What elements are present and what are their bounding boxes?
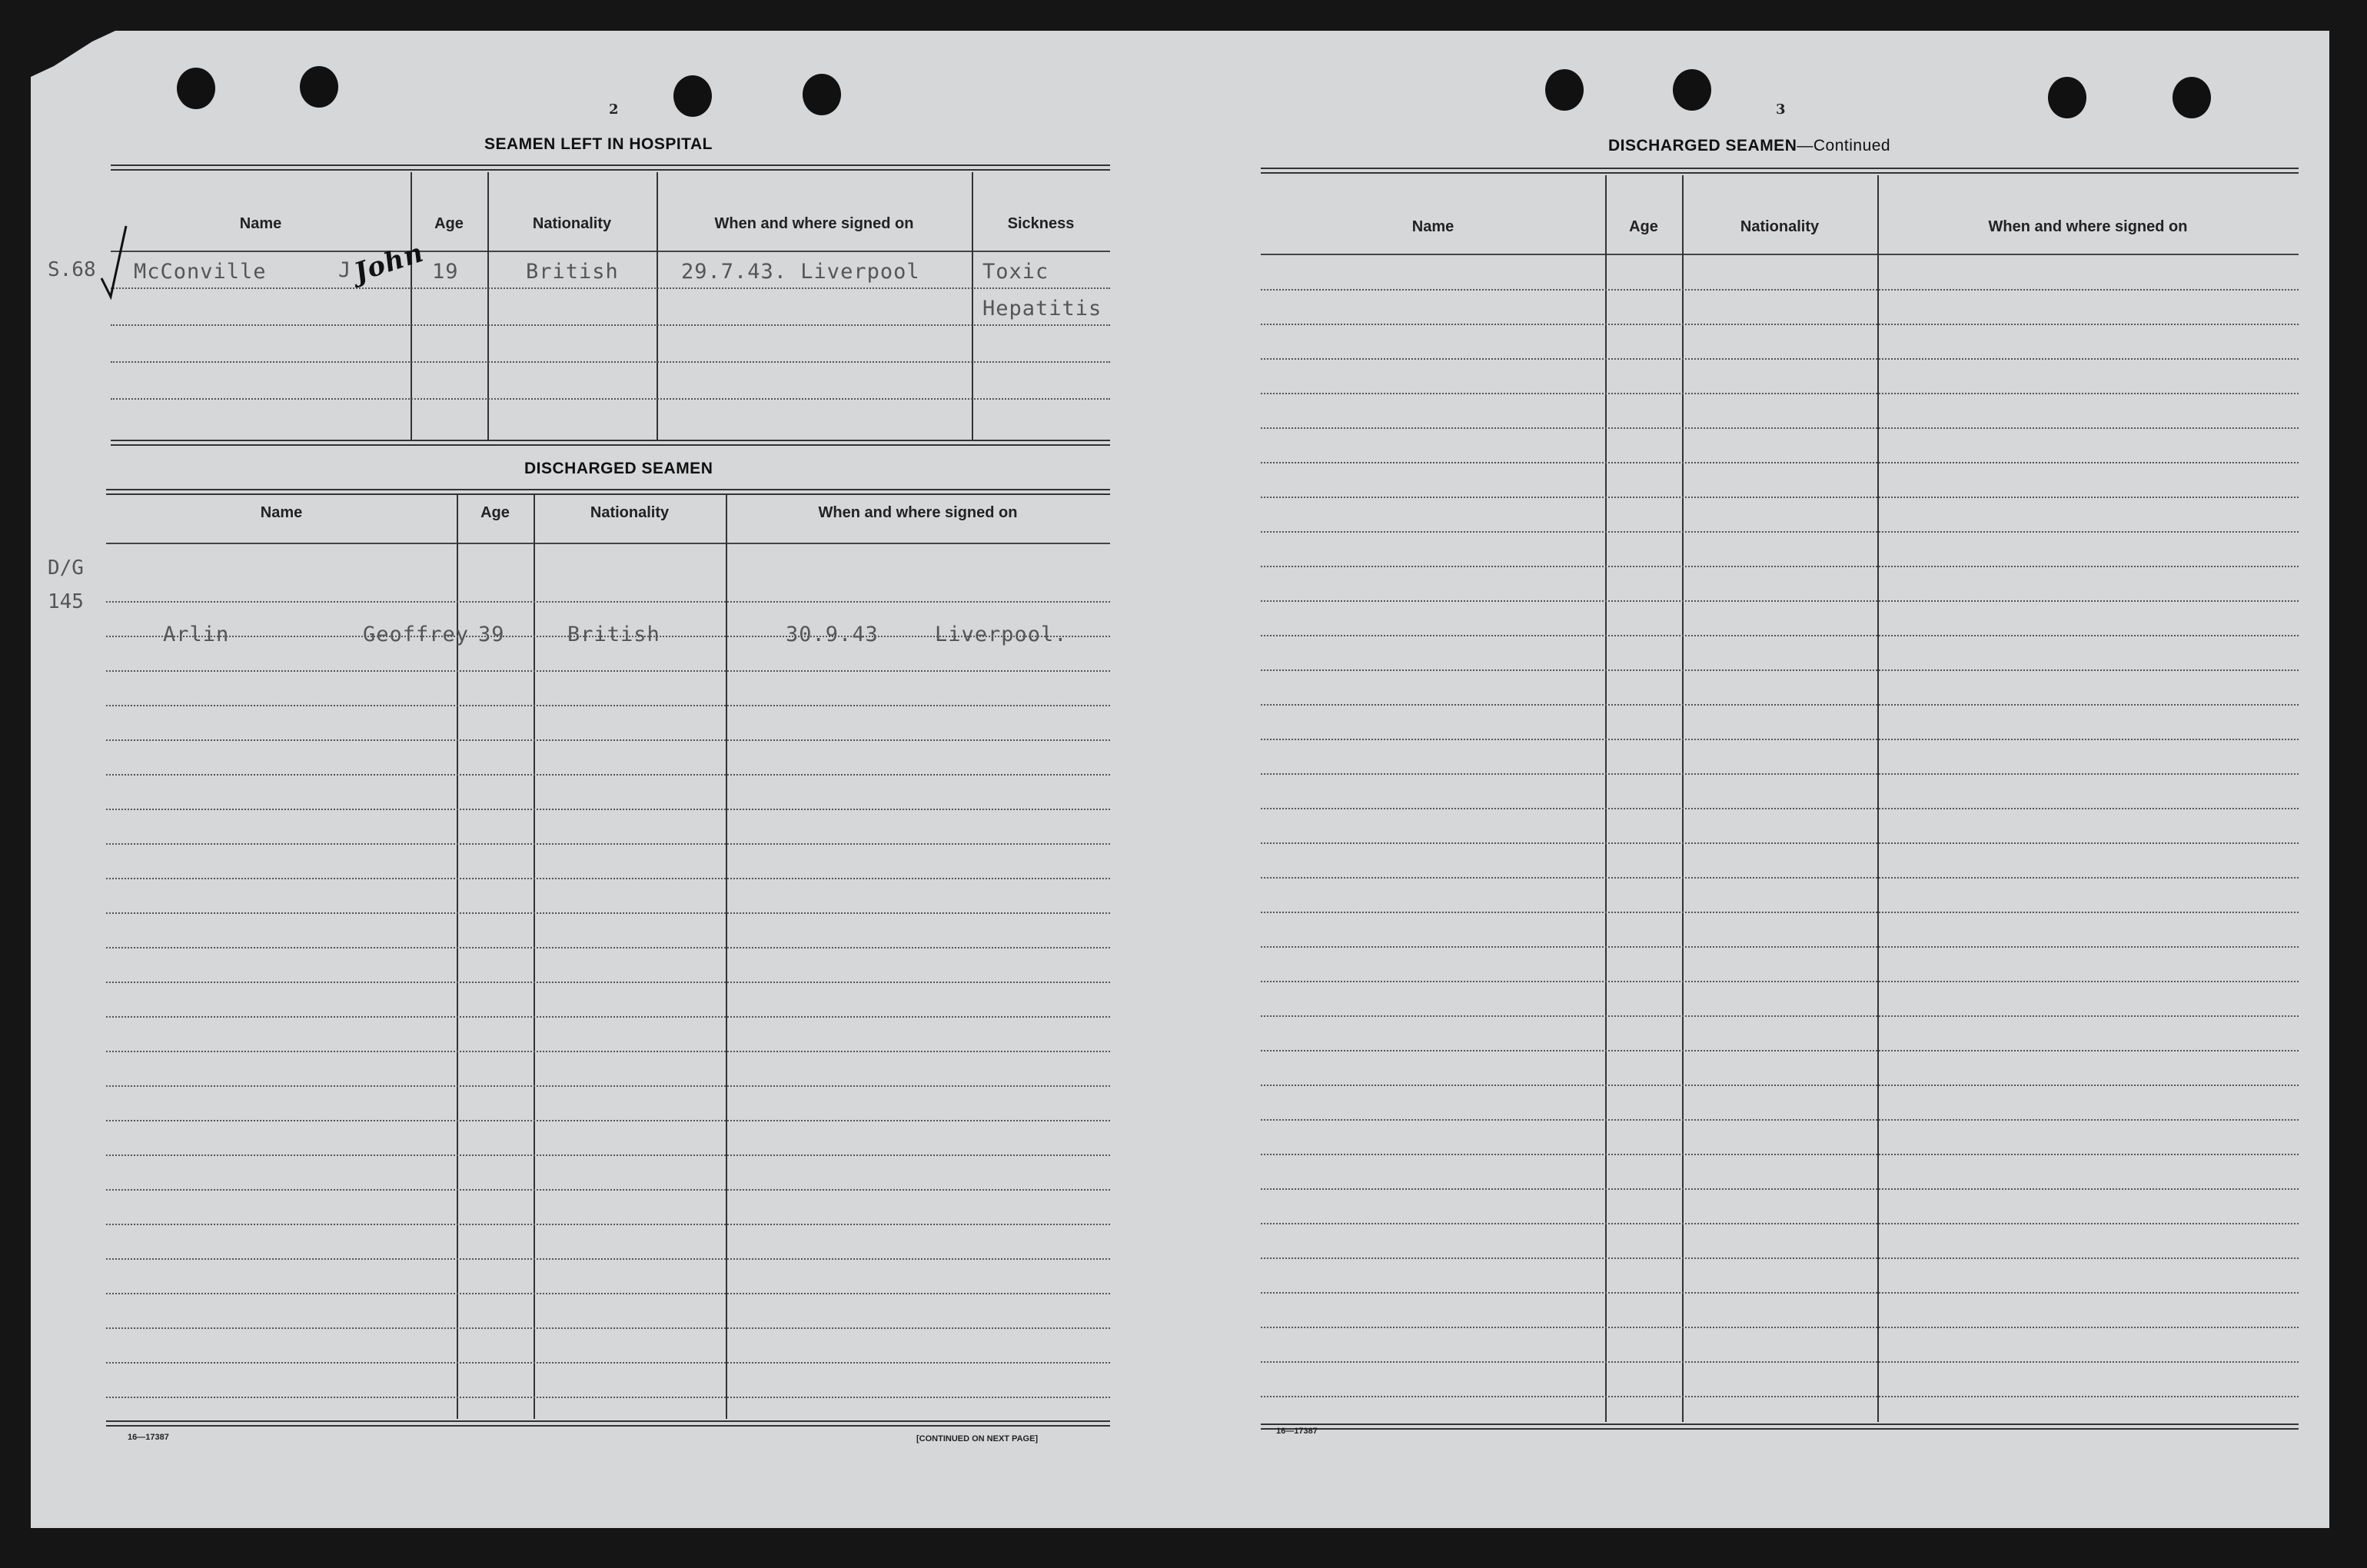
row-line <box>106 1362 1110 1364</box>
punch-hole <box>1673 69 1711 111</box>
header-nationality: Nationality <box>532 215 612 232</box>
discharged-entry-forename: Geoffrey <box>363 623 470 646</box>
row-line <box>1261 462 2299 463</box>
row-line <box>1261 427 2299 429</box>
punch-hole <box>673 75 712 117</box>
header-age: Age <box>434 215 464 232</box>
page-number-left: 2 <box>609 101 619 118</box>
hospital-entry-age: 19 <box>432 260 459 284</box>
hospital-entry-initial: J <box>338 258 352 282</box>
row-line <box>1261 1361 2299 1363</box>
hospital-entry-sickness-1: Toxic <box>982 260 1049 284</box>
row-line <box>1261 981 2299 982</box>
hospital-entry-nationality: British <box>526 260 619 284</box>
punch-hole <box>803 74 841 115</box>
row-line <box>111 287 1110 289</box>
discharged-margin-note-2: 145 <box>48 590 84 613</box>
row-line <box>1261 1119 2299 1121</box>
header-sickness: Sickness <box>1007 215 1075 232</box>
row-line <box>1261 1188 2299 1190</box>
row-line <box>106 1120 1110 1121</box>
right-title-main: DISCHARGED SEAMEN <box>1608 137 1797 154</box>
row-line <box>1261 669 2299 671</box>
document-sheet <box>31 31 2329 1528</box>
form-number-right: 16—17387 <box>1276 1427 1318 1436</box>
punch-hole <box>2048 77 2086 118</box>
hospital-entry-signature: John <box>351 237 428 289</box>
page-number-right: 3 <box>1776 101 1786 118</box>
continued-note: [CONTINUED ON NEXT PAGE] <box>916 1434 1039 1443</box>
header-signed-on: When and where signed on <box>714 215 914 232</box>
header-age: Age <box>480 504 510 521</box>
row-line <box>106 843 1110 845</box>
row-line <box>1261 1050 2299 1051</box>
column-divider <box>487 172 489 441</box>
hospital-table <box>111 164 1110 472</box>
punch-hole <box>1545 69 1584 111</box>
row-line <box>1261 1396 2299 1397</box>
header-age: Age <box>1629 218 1658 235</box>
form-number-left: 16—17387 <box>128 1433 169 1442</box>
row-line <box>1261 635 2299 636</box>
discharged-entry-age: 39 <box>478 623 505 646</box>
punch-hole <box>2173 77 2211 118</box>
row-line <box>1261 289 2299 291</box>
discharged-continued-table <box>1261 168 2299 1459</box>
row-line <box>1261 773 2299 775</box>
discharged-entry-signed-date: 30.9.43 <box>786 623 879 646</box>
row-line <box>106 1293 1110 1294</box>
row-line <box>106 1397 1110 1398</box>
row-line <box>106 1051 1110 1052</box>
table-bottom-rule <box>106 1420 1110 1427</box>
row-line <box>1261 1327 2299 1328</box>
header-name: Name <box>260 504 303 521</box>
discharged-entry-signed-place: Liverpool. <box>935 623 1068 646</box>
right-section-title <box>1608 137 1890 155</box>
discharged-margin-note-1: D/G <box>48 556 84 580</box>
column-divider <box>657 172 658 441</box>
hospital-section-title: SEAMEN LEFT IN HOSPITAL <box>484 135 713 153</box>
hospital-entry-sickness-2: Hepatitis <box>982 297 1102 321</box>
column-divider <box>972 172 973 441</box>
column-divider <box>411 172 412 441</box>
row-line <box>106 1224 1110 1225</box>
row-line <box>106 1189 1110 1191</box>
row-line <box>1261 808 2299 809</box>
right-title-continued: —Continued <box>1797 137 1891 154</box>
row-line <box>1261 842 2299 844</box>
row-line <box>1261 946 2299 948</box>
row-line <box>1261 1292 2299 1294</box>
punch-hole <box>177 68 215 109</box>
row-line <box>1261 1015 2299 1017</box>
row-line <box>106 982 1110 983</box>
row-line <box>106 912 1110 914</box>
row-line <box>1261 912 2299 913</box>
table-bottom-rule <box>111 440 1110 446</box>
row-line <box>1261 1257 2299 1259</box>
header-name: Name <box>1411 218 1454 235</box>
row-line <box>106 670 1110 672</box>
table-bottom-rule <box>1261 1423 2299 1430</box>
header-rule <box>111 251 1110 252</box>
header-signed-on: When and where signed on <box>1988 218 2188 235</box>
row-line <box>1261 1154 2299 1155</box>
header-signed-on: When and where signed on <box>818 504 1018 521</box>
hospital-entry-signed-on: 29.7.43. Liverpool <box>681 260 920 284</box>
header-nationality: Nationality <box>1740 218 1820 235</box>
header-nationality: Nationality <box>590 504 670 521</box>
hospital-margin-note: S.68 <box>48 258 96 281</box>
hospital-entry-surname: McConville <box>134 260 267 284</box>
row-line <box>1261 739 2299 740</box>
row-line <box>106 705 1110 706</box>
row-line <box>106 1154 1110 1156</box>
row-line <box>111 398 1110 400</box>
row-line <box>1261 393 2299 394</box>
row-line <box>1261 531 2299 533</box>
torn-corner-icon <box>31 31 123 85</box>
row-line <box>1261 877 2299 879</box>
row-line <box>111 361 1110 363</box>
row-line <box>106 1016 1110 1018</box>
row-line <box>106 774 1110 776</box>
check-mark-icon <box>100 223 131 300</box>
row-line <box>106 1327 1110 1329</box>
row-line <box>1261 324 2299 325</box>
row-line <box>106 878 1110 879</box>
discharged-section-title: DISCHARGED SEAMEN <box>524 460 713 477</box>
table-top-rule <box>111 164 1110 171</box>
discharged-entry-nationality: British <box>567 623 660 646</box>
row-line <box>106 739 1110 741</box>
row-line <box>1261 704 2299 706</box>
row-line <box>1261 358 2299 360</box>
row-line <box>106 1085 1110 1087</box>
punch-hole <box>300 66 338 108</box>
row-line <box>106 947 1110 948</box>
row-line <box>111 324 1110 326</box>
row-line <box>1261 497 2299 498</box>
row-line <box>1261 1223 2299 1224</box>
row-line <box>106 809 1110 810</box>
row-line <box>1261 600 2299 602</box>
row-line <box>106 601 1110 603</box>
discharged-entry-surname: Arlin <box>163 623 230 646</box>
header-name: Name <box>239 215 282 232</box>
continued-rows <box>1261 168 2299 1459</box>
row-line <box>1261 1085 2299 1086</box>
discharged-table <box>106 489 1110 1457</box>
row-line <box>106 1258 1110 1260</box>
row-line <box>1261 566 2299 567</box>
